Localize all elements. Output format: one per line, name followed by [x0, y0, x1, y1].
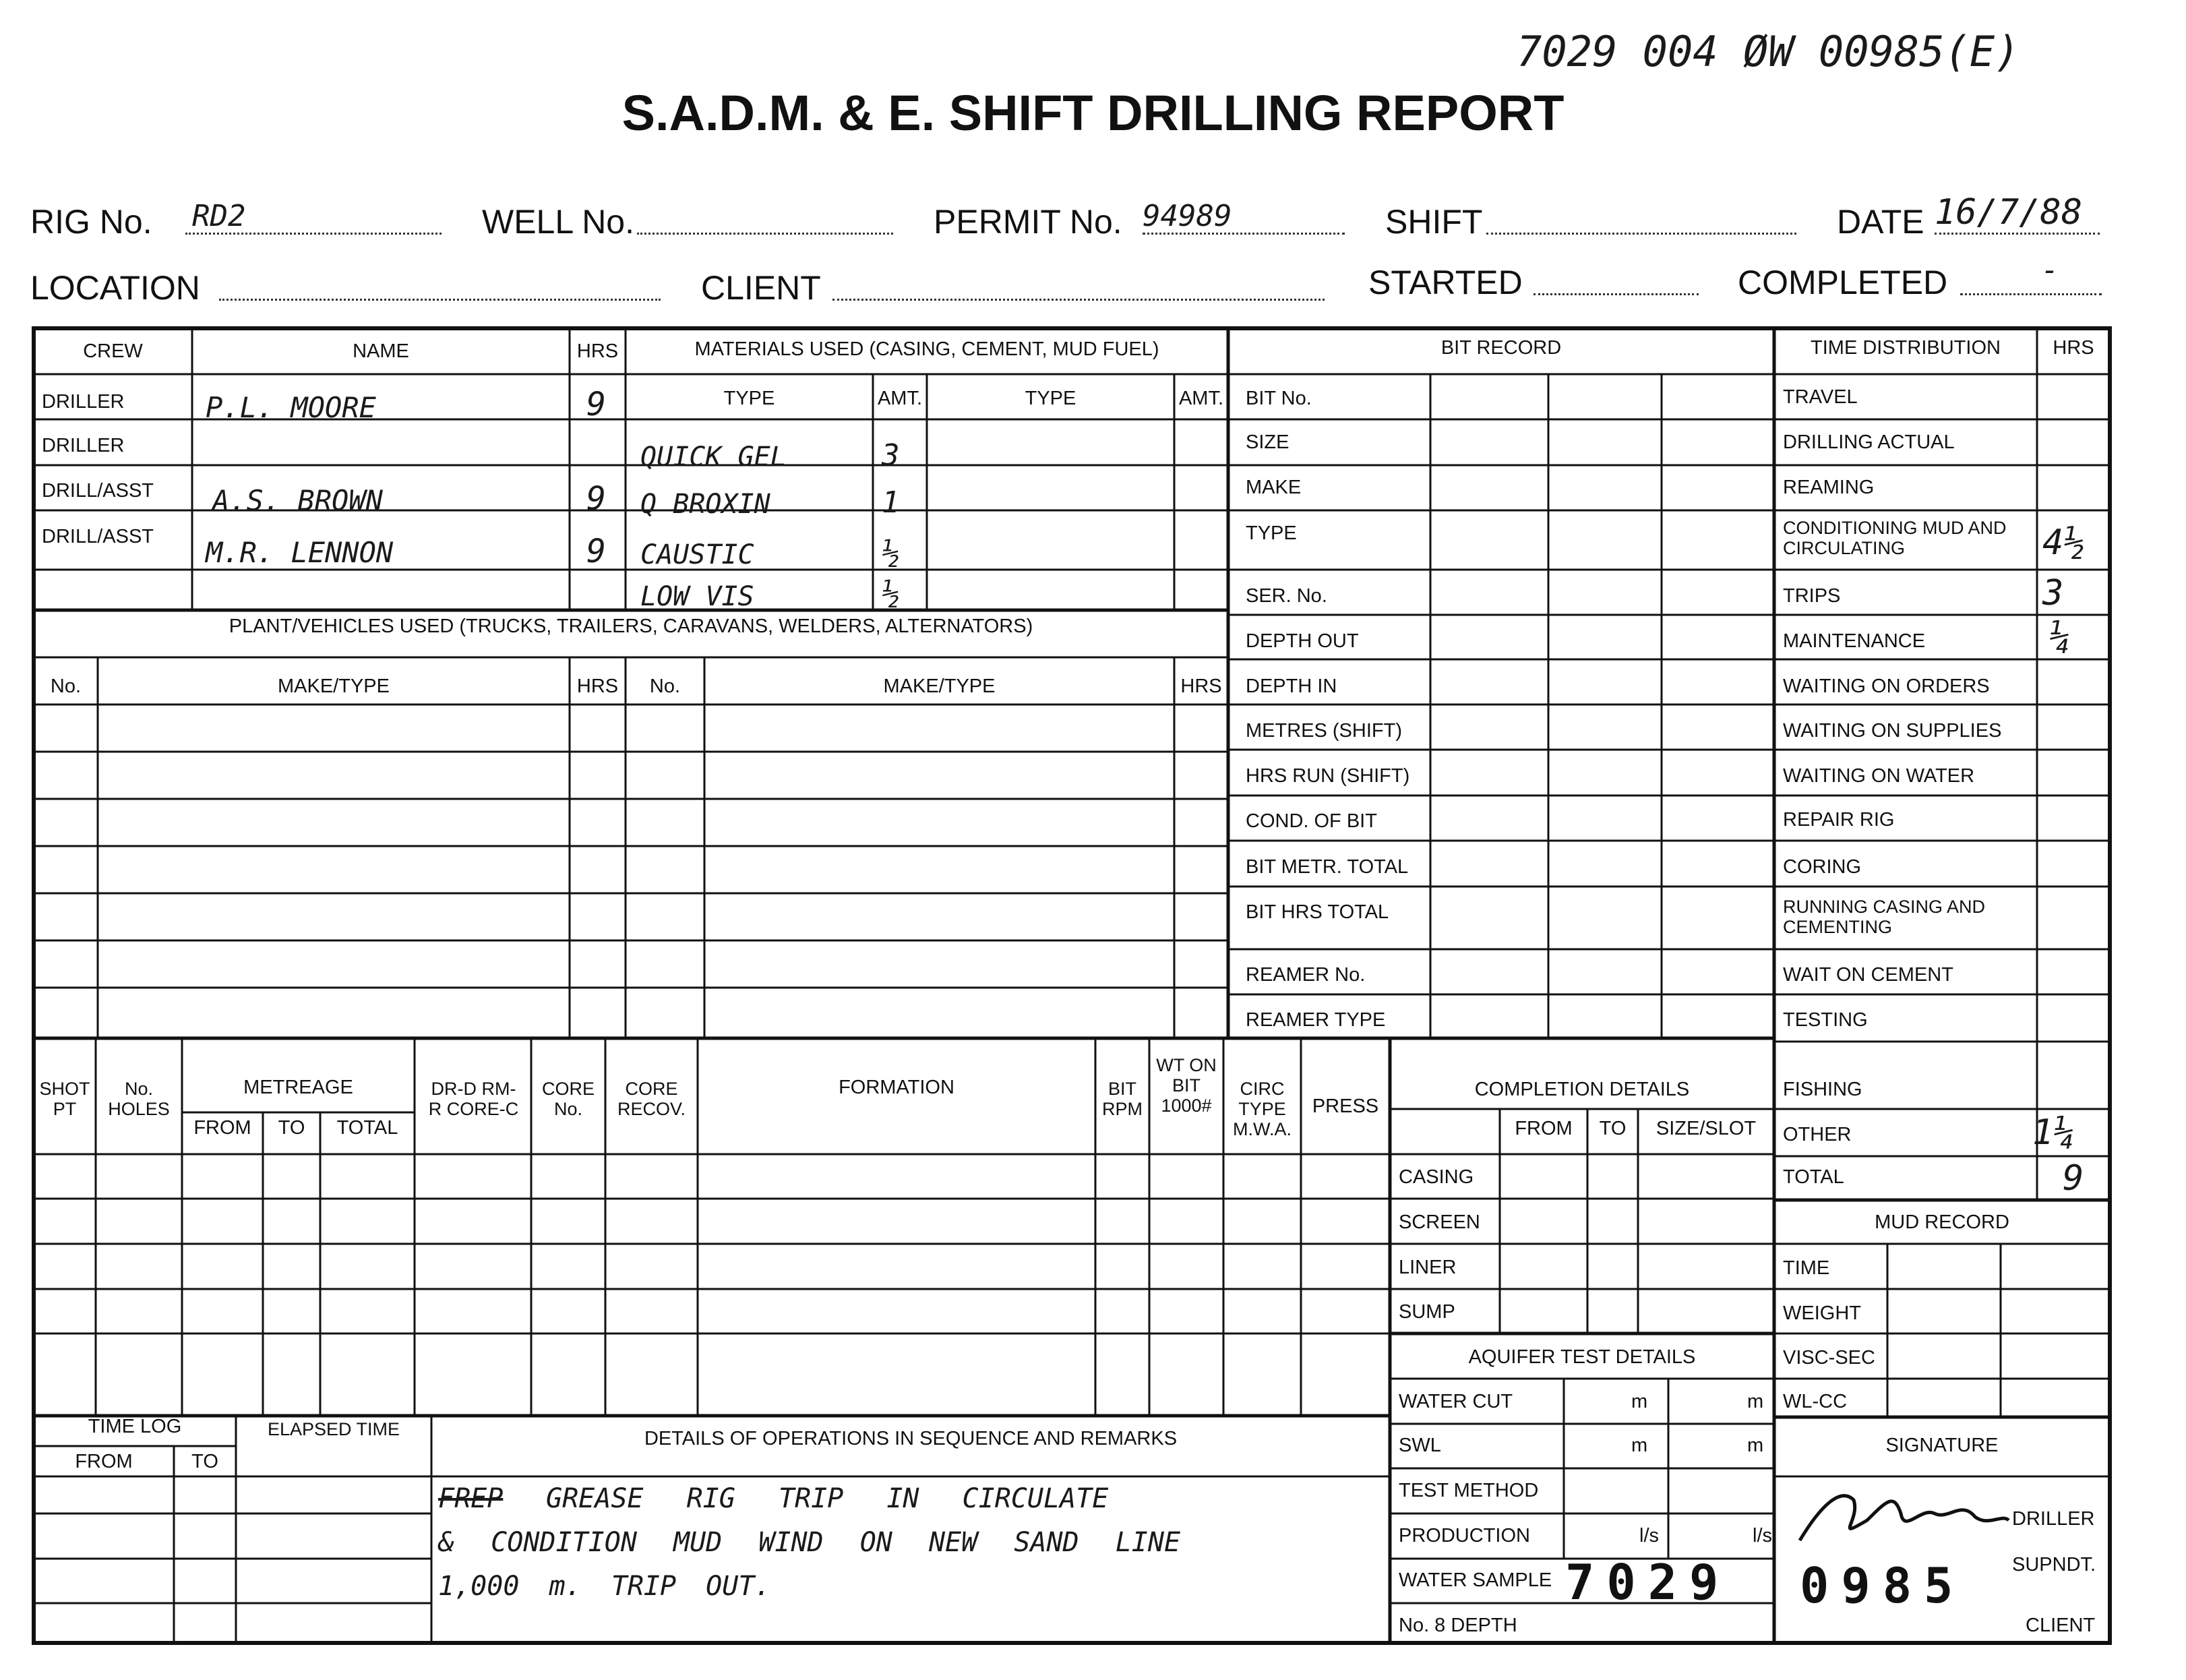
td-waiting-water-label: WAITING ON WATER [1783, 765, 1975, 787]
aquifer-water-cut-unit-2: m [1747, 1391, 1764, 1412]
crew-role-1: DRILLER [42, 391, 125, 413]
permit-value: 94989 [1143, 199, 1232, 233]
plant-header: PLANT/VEHICLES USED (TRUCKS, TRAILERS, CARAVANS, WELDERS, ALTERNATORS) [229, 616, 1033, 637]
core-recov-header: CORE RECOV. [617, 1079, 686, 1119]
plant-make-header-2: MAKE/TYPE [883, 676, 996, 697]
core-no-header: CORE No. [541, 1079, 595, 1119]
drd-header: DR-D RM-R CORE-C [428, 1079, 519, 1119]
mat-amt-header-1: AMT. [877, 388, 923, 409]
signature-supndt-label: SUPNDT. [2012, 1554, 2096, 1576]
bit-row-depth-out: DEPTH OUT [1246, 630, 1359, 652]
mud-record-header: MUD RECORD [1875, 1211, 2009, 1233]
wt-on-bit-header: WT ON BIT 1000# [1156, 1055, 1217, 1116]
elapsed-time-header: ELAPSED TIME [267, 1419, 400, 1439]
completion-sump-label: SUMP [1399, 1301, 1455, 1323]
aquifer-production-unit-2: l/s [1753, 1525, 1772, 1547]
mud-wl-label: WL-CC [1783, 1391, 1848, 1412]
plant-no-header-1: No. [50, 676, 82, 697]
mat-type-header-1: TYPE [723, 388, 775, 409]
shot-pt-header: SHOT PT [39, 1079, 90, 1119]
stamp-number-right: 0985 [1800, 1557, 1966, 1614]
completion-header: COMPLETION DETAILS [1474, 1079, 1690, 1100]
material-type-2[interactable]: Q BROXIN [640, 489, 770, 520]
crew-name-3[interactable]: A.S. BROWN [212, 484, 383, 517]
mat-amt-header-2: AMT. [1178, 388, 1224, 409]
td-waiting-orders-label: WAITING ON ORDERS [1783, 676, 1990, 697]
crew-name-1[interactable]: P.L. MOORE [206, 391, 376, 424]
crew-role-3: DRILL/ASST [42, 480, 154, 502]
mud-weight-label: WEIGHT [1783, 1302, 1861, 1324]
td-conditioning-hrs[interactable]: 4½ [2042, 522, 2085, 563]
completion-size-slot-header: SIZE/SLOT [1656, 1118, 1757, 1139]
well-label: WELL No. [482, 203, 635, 241]
driller-signature-image [1793, 1480, 2015, 1554]
td-wait-cement-label: WAIT ON CEMENT [1783, 964, 1953, 986]
bit-rpm-header: BIT RPM [1102, 1079, 1143, 1119]
td-reaming-label: REAMING [1783, 477, 1875, 498]
operations-line-3[interactable]: 1,000 m. TRIP OUT. [438, 1571, 771, 1602]
material-type-3[interactable]: CAUSTIC [640, 539, 754, 570]
crew-name-4[interactable]: M.R. LENNON [206, 536, 394, 569]
td-maintenance-label: MAINTENANCE [1783, 630, 1926, 652]
aquifer-test-method-label: TEST METHOD [1399, 1480, 1539, 1501]
td-maintenance-hrs[interactable]: ¼ [2049, 617, 2071, 657]
circ-type-header: CIRC TYPE M.W.A. [1233, 1079, 1292, 1139]
td-fishing-label: FISHING [1783, 1079, 1862, 1100]
completion-to-header: TO [1599, 1118, 1627, 1139]
crew-role-4: DRILL/ASST [42, 526, 154, 547]
date-value: 16/7/88 [1935, 192, 2083, 233]
bit-row-make: MAKE [1246, 477, 1302, 498]
aquifer-production-label: PRODUCTION [1399, 1525, 1530, 1547]
page-title: S.A.D.M. & E. SHIFT DRILLING REPORT [621, 85, 1565, 141]
bit-row-metres-shift: METRES (SHIFT) [1246, 720, 1402, 742]
time-log-from-header: FROM [75, 1451, 133, 1472]
time-distribution-header: TIME DISTRIBUTION [1811, 337, 2001, 359]
mud-visc-label: VISC-SEC [1783, 1347, 1875, 1369]
bit-row-depth-in: DEPTH IN [1246, 676, 1337, 697]
completion-casing-label: CASING [1399, 1166, 1474, 1188]
bit-row-bit-metr-total: BIT METR. TOTAL [1246, 856, 1409, 878]
td-trips-label: TRIPS [1783, 585, 1841, 607]
td-running-casing-label: RUNNING CASING AND CEMENTING [1783, 897, 1986, 937]
plant-hrs-header-1: HRS [576, 676, 619, 697]
td-testing-label: TESTING [1783, 1009, 1868, 1031]
operations-line-1[interactable]: GREASE RIG TRIP IN CIRCULATE [546, 1483, 1109, 1514]
completed-value: - [2041, 253, 2059, 287]
td-trips-hrs[interactable]: 3 [2042, 573, 2064, 613]
td-total-label: TOTAL [1783, 1166, 1844, 1188]
td-other-label: OTHER [1783, 1124, 1852, 1145]
completion-from-header: FROM [1515, 1118, 1573, 1139]
metreage-from-header: FROM [193, 1117, 251, 1139]
material-type-4[interactable]: LOW VIS [640, 581, 754, 608]
mud-time-label: TIME [1783, 1257, 1830, 1279]
td-travel-label: TRAVEL [1783, 386, 1858, 408]
reference-number: 7029 004 ØW 00985(E) [1517, 27, 2020, 76]
crew-hrs-1[interactable]: 9 [586, 386, 606, 423]
rig-label: RIG No. [30, 203, 152, 241]
location-label: LOCATION [30, 269, 200, 307]
rig-value: RD2 [192, 199, 246, 233]
time-log-to-header: TO [191, 1451, 218, 1472]
td-waiting-supplies-label: WAITING ON SUPPLIES [1783, 720, 2002, 742]
bit-row-hrs-run-shift: HRS RUN (SHIFT) [1246, 765, 1410, 787]
signature-driller-label: DRILLER [2012, 1508, 2095, 1530]
material-amt-2[interactable]: 1 [882, 485, 900, 520]
plant-hrs-header-2: HRS [1180, 676, 1222, 697]
client-label: CLIENT [701, 269, 821, 307]
bit-record-header: BIT RECORD [1440, 337, 1562, 359]
aquifer-water-sample-label: WATER SAMPLE [1399, 1569, 1552, 1591]
aquifer-water-cut-unit-1: m [1631, 1391, 1648, 1412]
plant-make-header-1: MAKE/TYPE [278, 676, 390, 697]
signature-client-label: CLIENT [2026, 1615, 2096, 1636]
td-drilling-actual-label: DRILLING ACTUAL [1783, 431, 1955, 453]
no-holes-header: No. HOLES [108, 1079, 170, 1119]
completion-screen-label: SCREEN [1399, 1211, 1480, 1233]
crew-header: CREW [83, 340, 143, 362]
td-coring-label: CORING [1783, 856, 1861, 878]
crew-hrs-4[interactable]: 9 [586, 533, 606, 570]
aquifer-header: AQUIFER TEST DETAILS [1468, 1346, 1696, 1368]
bit-row-reamer-type: REAMER TYPE [1246, 1009, 1386, 1031]
press-header: PRESS [1312, 1096, 1379, 1117]
permit-label: PERMIT No. [934, 203, 1122, 241]
metreage-total-header: TOTAL [336, 1117, 398, 1139]
bit-row-type: TYPE [1246, 522, 1297, 544]
date-label: DATE [1837, 203, 1924, 241]
aquifer-water-cut-label: WATER CUT [1399, 1391, 1513, 1412]
material-amt-1[interactable]: 3 [882, 438, 900, 473]
shift-label: SHIFT [1385, 203, 1483, 241]
bit-row-bit-hrs-total: BIT HRS TOTAL [1246, 901, 1389, 923]
aquifer-swl-unit-2: m [1747, 1435, 1764, 1456]
signature-header: SIGNATURE [1885, 1435, 1999, 1456]
crew-hrs-3[interactable]: 9 [586, 480, 606, 518]
operations-line-2[interactable]: & CONDITION MUD WIND ON NEW SAND LINE [438, 1527, 1181, 1558]
td-other-hrs[interactable]: 1¼ [2032, 1112, 2075, 1153]
bit-row-cond-of-bit: COND. OF BIT [1246, 810, 1377, 832]
crew-hrs-header: HRS [576, 340, 619, 362]
bit-row-ser-no: SER. No. [1246, 585, 1327, 607]
td-conditioning-label: CONDITIONING MUD AND CIRCULATING [1783, 518, 2007, 558]
materials-header: MATERIALS USED (CASING, CEMENT, MUD FUEL) [694, 338, 1159, 360]
name-header: NAME [353, 340, 409, 362]
aquifer-production-unit-1: l/s [1639, 1525, 1659, 1547]
time-log-header: TIME LOG [88, 1416, 182, 1437]
stamp-number-left: 7029 [1565, 1554, 1731, 1611]
mat-type-header-2: TYPE [1025, 388, 1076, 409]
details-header: DETAILS OF OPERATIONS IN SEQUENCE AND REMARKS [644, 1428, 1178, 1449]
bit-row-size: SIZE [1246, 431, 1289, 453]
completion-liner-label: LINER [1399, 1257, 1457, 1278]
td-total-hrs[interactable]: 9 [2063, 1158, 2084, 1199]
started-label: STARTED [1368, 264, 1523, 301]
metreage-to-header: TO [278, 1117, 305, 1139]
plant-no-header-2: No. [649, 676, 681, 697]
time-distribution-hrs-header: HRS [2053, 337, 2094, 359]
material-type-1[interactable]: QUICK GEL [640, 442, 787, 473]
completed-label: COMPLETED [1738, 264, 1948, 301]
crew-role-2: DRILLER [42, 435, 125, 456]
aquifer-swl-label: SWL [1399, 1435, 1441, 1456]
formation-header: FORMATION [839, 1077, 954, 1098]
aquifer-no8-depth-label: No. 8 DEPTH [1399, 1615, 1517, 1636]
material-amt-3[interactable]: ½ [882, 536, 900, 570]
struck-word: FREP [438, 1483, 504, 1514]
material-amt-4[interactable]: ½ [882, 576, 900, 611]
bit-row-reamer-no: REAMER No. [1246, 964, 1366, 986]
metreage-header: METREAGE [243, 1077, 353, 1098]
td-repair-rig-label: REPAIR RIG [1783, 809, 1895, 831]
aquifer-swl-unit-1: m [1631, 1435, 1648, 1456]
bit-row-bit-no: BIT No. [1246, 388, 1312, 409]
